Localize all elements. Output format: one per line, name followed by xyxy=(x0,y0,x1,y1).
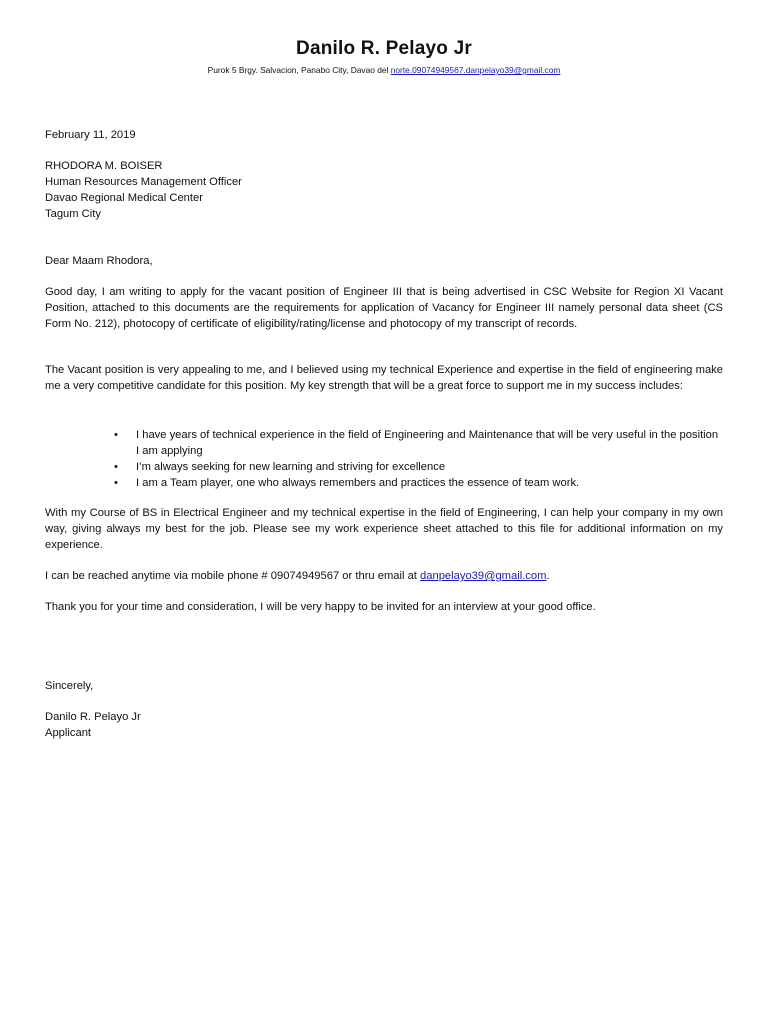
signature-role: Applicant xyxy=(45,727,92,739)
bullet-icon: • xyxy=(114,461,118,473)
paragraph-appeal: The Vacant position is very appealing to me, and I believed using my technical Experience and expertise in the field of engineering make me a very competitive candidate for this position. My key strength that will be a great force to support me in my success includes: xyxy=(45,364,723,392)
recipient-block xyxy=(45,158,723,222)
list-item xyxy=(110,427,722,459)
signature-block xyxy=(45,709,723,741)
bullet-icon: • xyxy=(114,477,118,489)
salutation: Dear Maam Rhodora, xyxy=(45,255,153,267)
paragraph-intro: Good day, I am writing to apply for the vacant position of Engineer III that is being advertised in CSC Website for Region XI Vacant Position, attached to this documents are the requirements for application of Vacancy for Engineer III namely personal data sheet (CS Form No. 212), photocopy of certificate of eligibility/rating/license and photocopy of my transcript of records. xyxy=(45,286,723,330)
recipient-org: Davao Regional Medical Center xyxy=(45,192,203,204)
contact-line xyxy=(45,568,723,584)
sender-address-text: Purok 5 Brgy. Salvacion, Panabo City, Davao del xyxy=(207,65,391,75)
closing: Sincerely, xyxy=(45,680,94,692)
list-item xyxy=(110,459,722,475)
sender-address xyxy=(0,65,768,75)
sender-contact-link[interactable]: norte.09074949567.danpelayo39@gmail.com xyxy=(390,65,561,75)
recipient-name: RHODORA M. BOISER xyxy=(45,160,163,172)
contact-suffix: . xyxy=(546,570,550,582)
paragraph-qualifications: With my Course of BS in Electrical Engineer and my technical expertise in the field of Engineering, I can help your company in my own way, giving always my best for the job. Please see my work experience sheet attached to this file for additional information on my experience. xyxy=(45,507,723,551)
list-item-text: I’m always seeking for new learning and striving for excellence xyxy=(136,461,446,473)
thanks-line: Thank you for your time and consideration, I will be very happy to be invited for an interview at your good office. xyxy=(45,601,596,613)
list-item xyxy=(110,475,722,491)
list-item-text: I am a Team player, one who always remembers and practices the essence of team work. xyxy=(136,477,580,489)
letter-date: February 11, 2019 xyxy=(45,129,136,141)
email-link[interactable]: danpelayo39@gmail.com xyxy=(420,570,547,582)
list-item-text: I have years of technical experience in the field of Engineering and Maintenance that will be very useful in the position I am applying xyxy=(136,429,719,457)
recipient-city: Tagum City xyxy=(45,208,101,220)
signature-name: Danilo R. Pelayo Jr xyxy=(45,711,141,723)
sender-name: Danilo R. Pelayo Jr xyxy=(296,38,472,59)
contact-text: I can be reached anytime via mobile phone # 09074949567 or thru email at xyxy=(45,570,421,582)
bullet-icon: • xyxy=(114,429,118,441)
recipient-title: Human Resources Management Officer xyxy=(45,176,242,188)
strengths-list xyxy=(110,427,722,491)
